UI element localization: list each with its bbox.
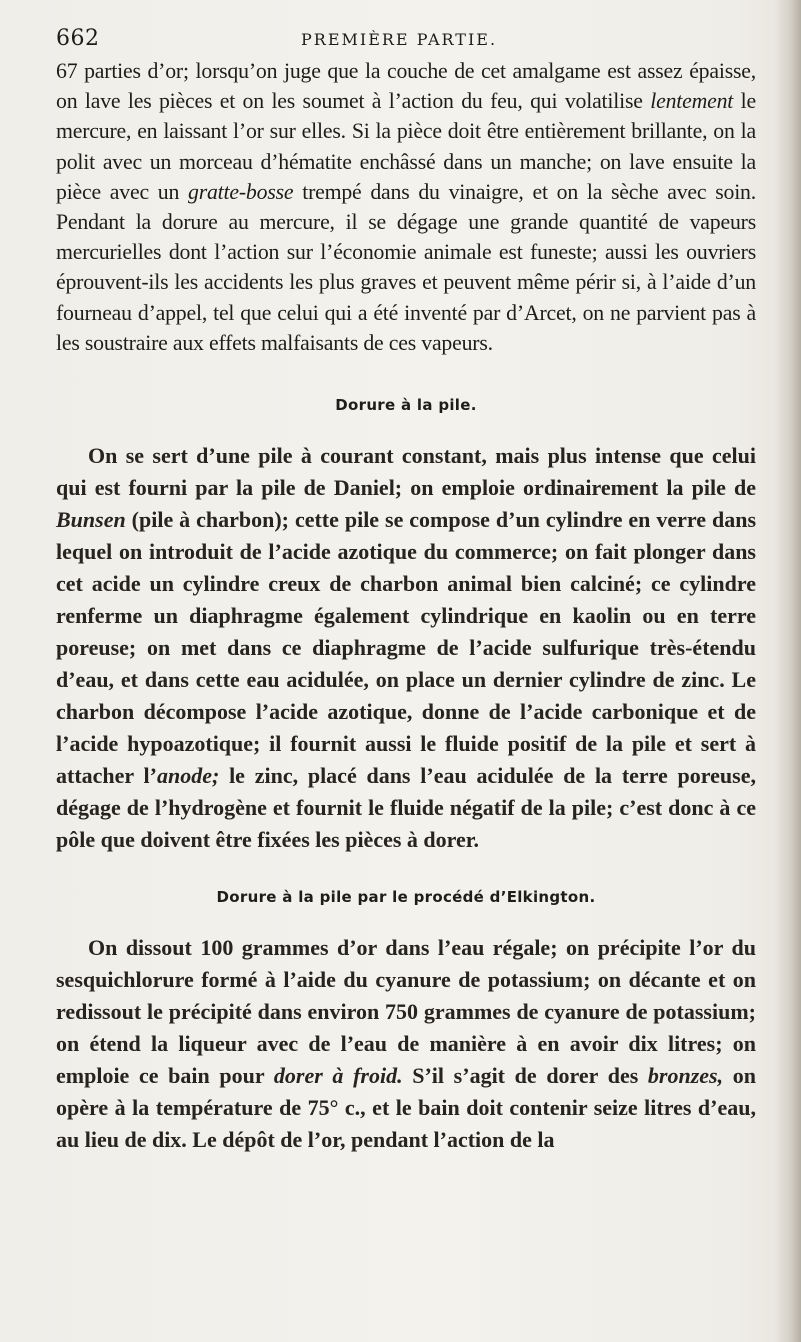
page-number: 662 <box>56 26 100 51</box>
italic-run: gratte-bosse <box>188 179 294 204</box>
text-run: On dissout 100 grammes d’or dans l’eau régale; on précipite l’or du sesquichlorure formé à l’aide du cyanure de potassium; on décante et on redissout le précipité dans environ 750 grammes de cyanure de potassium; on étend la liqueur avec de l’eau de manière à en avoir dix litres; on emploie ce bain pour <box>56 935 756 1089</box>
paragraph-pile <box>56 440 756 856</box>
italic-run: dorer à froid. <box>273 1063 403 1089</box>
italic-run: Bunsen <box>56 507 126 533</box>
text-run: on opère à la température de 75° c., et le bain doit contenir seize litres d’eau, au lieu de dix. Le dépôt de l’or, pendant l’action de la <box>56 1063 756 1153</box>
text-run: 67 parties d’or; lorsqu’on juge que la couche de cet amalgame est assez épaisse, on lave les pièces et on les soumet à l’action du feu, qui volatilise <box>56 59 756 114</box>
page-body <box>56 56 756 1156</box>
page-edge-shadow <box>775 0 801 1342</box>
section-heading-elkington: Dorure à la pile par le procédé d’Elkington. <box>216 888 596 907</box>
text-run: trempé dans du vinaigre, et on la sèche avec soin. Pendant la dorure au mercure, il se dégage une grande quantité de vapeurs mercurielles dont l’action sur l’économie animale est funeste; aussi les ouvriers éprouvent-ils les accidents les plus graves et peuvent même périr si, à l’aide d’un fourneau d’appel, tel que celui qui a été inventé par d’Arcet, on ne parvient pas à les soustraire aux effets malfaisants de ces vapeurs. <box>56 179 756 355</box>
text-run: On se sert d’une pile à courant constant, mais plus intense que celui qui est fourni par la pile de Daniel; on emploie ordinairement la pile de <box>56 443 756 501</box>
page-header <box>56 26 756 52</box>
section-heading-pile: Dorure à la pile. <box>335 396 477 415</box>
italic-run: lentement <box>650 89 734 114</box>
text-run: S’il s’agit de dorer des <box>402 1063 648 1089</box>
text-run: le zinc, placé dans l’eau acidulée de la terre poreuse, dégage de l’hydrogène et fournit le fluide négatif de la pile; c’est donc à ce pôle que doivent être fixées les pièces à dorer. <box>56 763 756 853</box>
italic-run: anode; <box>156 763 220 789</box>
paragraph-elkington <box>56 932 756 1156</box>
paragraph-amalgam <box>56 56 756 358</box>
text-run: le mercure, en laissant l’or sur elles. Si la pièce doit être entièrement brillante, on la polit avec un morceau d’hématite enchâssé dans un manche; on lave ensuite la pièce avec un <box>56 89 756 204</box>
italic-run: bronzes, <box>647 1063 724 1089</box>
running-head: PREMIÈRE PARTIE. <box>301 30 498 49</box>
text-run: (pile à charbon); cette pile se compose d’un cylindre en verre dans lequel on introduit de l’acide azotique du commerce; on fait plonger dans cet acide un cylindre creux de charbon animal bien calciné; ce cylindre renferme un diaphragme également cylindrique en kaolin ou en terre poreuse; on met dans ce diaphragme de l’acide sulfurique très-étendu d’eau, et dans cette eau acidulée, on place un dernier cylindre de zinc. Le charbon décompose l’acide azotique, donne de l’acide carbonique et de l’acide hypoazotique; il fournit aussi le fluide positif de la pile et sert à attacher l’ <box>56 507 756 789</box>
